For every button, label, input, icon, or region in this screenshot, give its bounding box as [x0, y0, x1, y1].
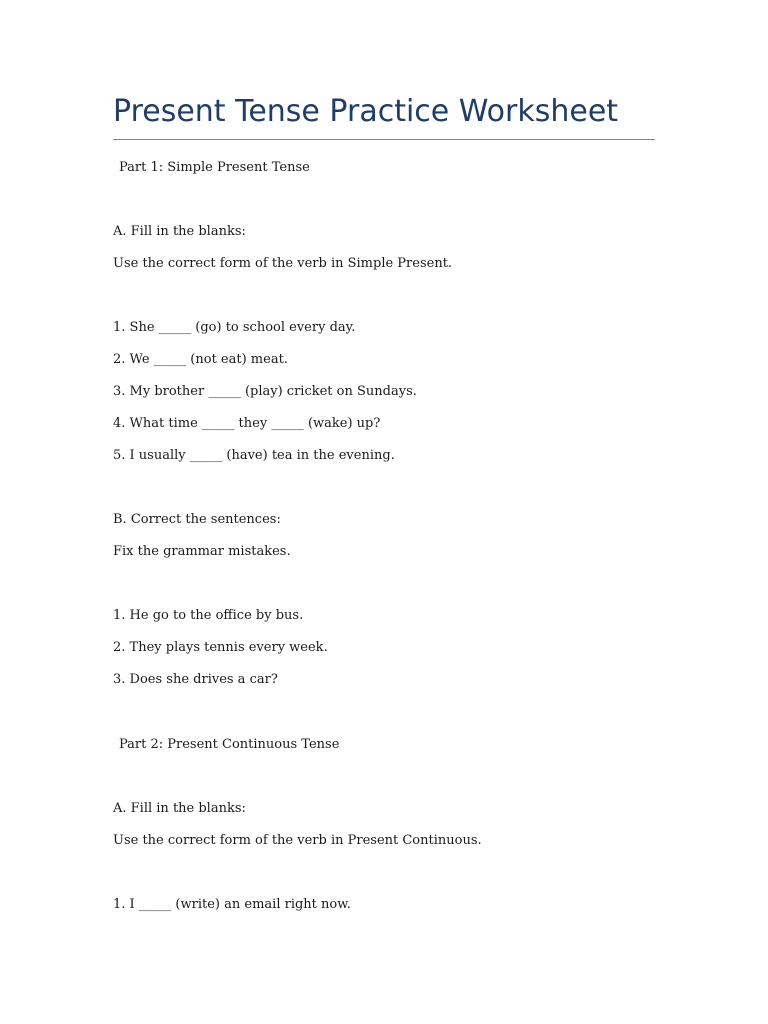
exercise-item: 2. They plays tennis every week. [113, 640, 328, 655]
exercise-item: 4. What time _____ they _____ (wake) up? [113, 416, 381, 431]
title-divider [113, 139, 655, 140]
part1-sectionB-heading: B. Correct the sentences: [113, 512, 281, 527]
part1-sectionA-instruction: Use the correct form of the verb in Simple Present. [113, 256, 453, 271]
page-title: Present Tense Practice Worksheet [113, 94, 619, 129]
exercise-item: 1. I _____ (write) an email right now. [113, 897, 351, 912]
exercise-item: 2. We _____ (not eat) meat. [113, 352, 288, 367]
part2-sectionA-heading: A. Fill in the blanks: [113, 801, 246, 816]
exercise-item: 1. He go to the office by bus. [113, 608, 304, 623]
part1-heading: Part 1: Simple Present Tense [119, 160, 310, 175]
part2-sectionA-instruction: Use the correct form of the verb in Present Continuous. [113, 833, 482, 848]
exercise-item: 3. Does she drives a car? [113, 672, 278, 687]
part1-sectionA-heading: A. Fill in the blanks: [113, 224, 246, 239]
part2-heading: Part 2: Present Continuous Tense [119, 737, 340, 752]
exercise-item: 1. She _____ (go) to school every day. [113, 320, 356, 335]
exercise-item: 3. My brother _____ (play) cricket on Sundays. [113, 384, 417, 399]
exercise-item: 5. I usually _____ (have) tea in the evening. [113, 448, 395, 463]
part1-sectionB-instruction: Fix the grammar mistakes. [113, 544, 291, 559]
